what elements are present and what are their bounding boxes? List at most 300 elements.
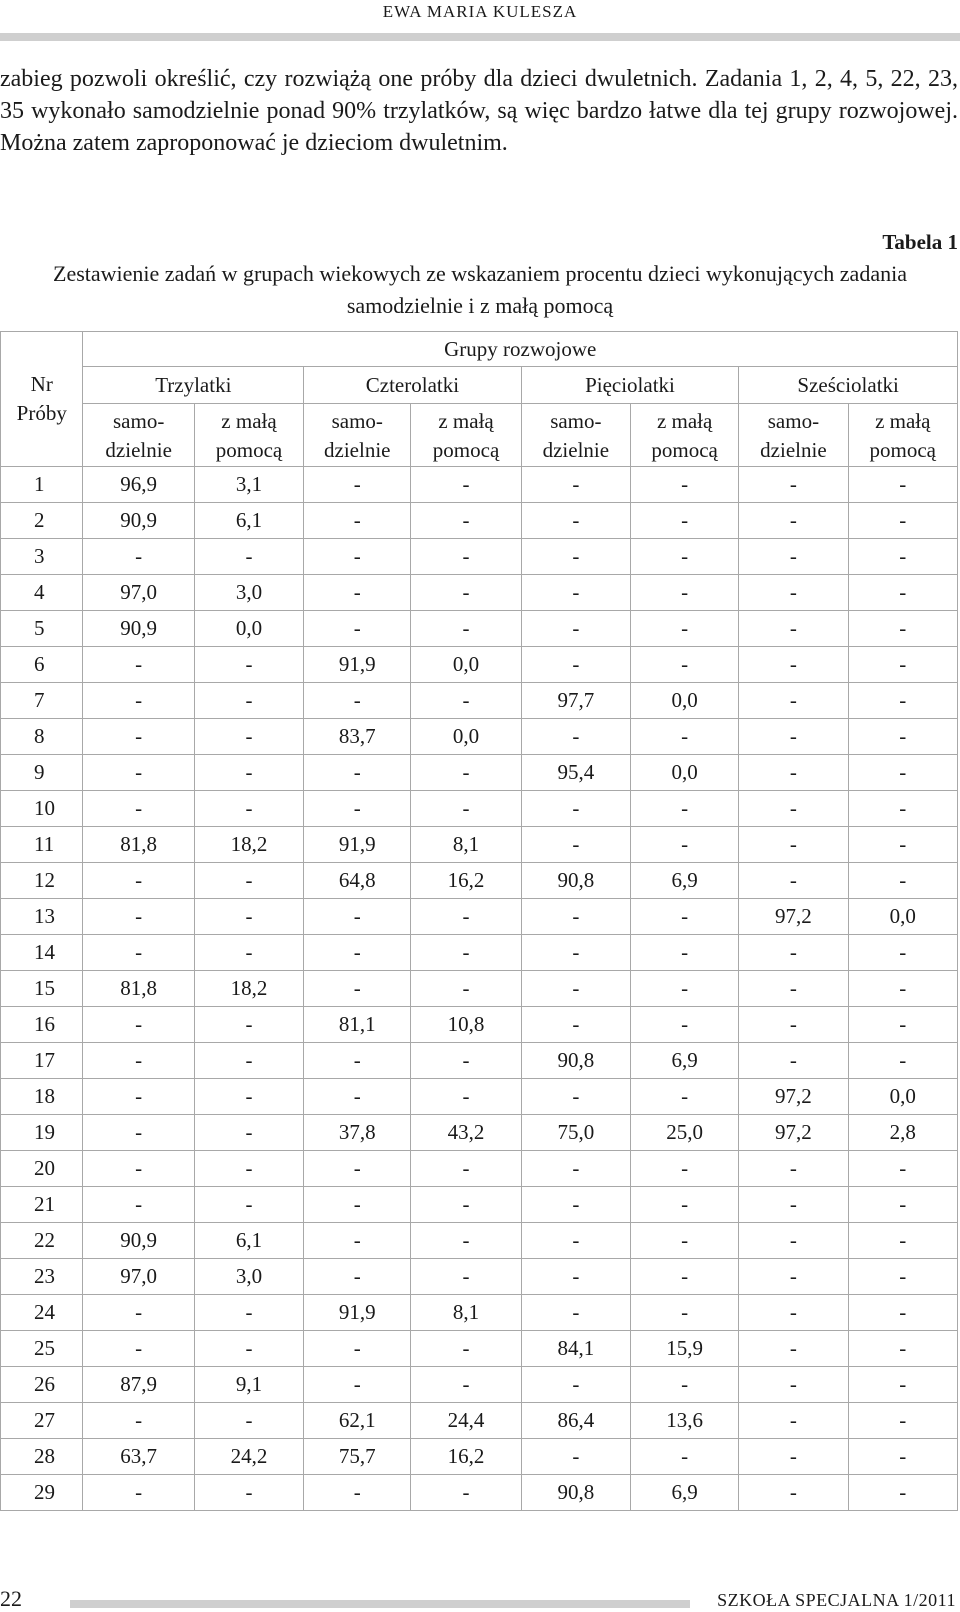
table-row [1,1331,958,1367]
table-cell: 81,8 [83,971,194,1007]
sub-header-6: samo- dzielnie [739,404,848,467]
table-cell: - [521,827,630,863]
table-cell: - [521,899,630,935]
table-cell: 86,4 [521,1403,630,1439]
table-cell: - [304,935,411,971]
table-row [1,827,958,863]
table-cell: - [848,719,957,755]
table-cell: 6,9 [631,1475,739,1511]
table-cell: 83,7 [304,719,411,755]
table-cell: - [194,1475,303,1511]
row-number: 29 [1,1475,83,1511]
table-cell: - [83,755,194,791]
table-cell: - [848,827,957,863]
sub-header-7: z małą pomocą [848,404,957,467]
table-cell: - [411,539,521,575]
table-cell: 81,1 [304,1007,411,1043]
row-number: 3 [1,539,83,575]
table-cell: - [739,683,848,719]
table-cell: 90,9 [83,611,194,647]
table-row [1,935,958,971]
table-cell: - [304,1331,411,1367]
table-cell: - [848,575,957,611]
table-cell: - [83,1007,194,1043]
table-cell: - [631,827,739,863]
table-cell: - [83,1475,194,1511]
table-cell: - [83,1115,194,1151]
table-cell: - [631,611,739,647]
row-number: 20 [1,1151,83,1187]
table-row [1,1259,958,1295]
table-cell: - [739,863,848,899]
table-cell: - [304,611,411,647]
table-cell: - [631,1367,739,1403]
table-cell: 63,7 [83,1439,194,1475]
table-cell: - [521,1007,630,1043]
results-table [0,331,958,1511]
table-cell: - [194,1295,303,1331]
sub-header-0: samo- dzielnie [83,404,194,467]
table-cell: 43,2 [411,1115,521,1151]
table-cell: 96,9 [83,467,194,503]
sub-header-2: samo- dzielnie [304,404,411,467]
table-cell: - [304,467,411,503]
table-row [1,683,958,719]
group-trzylatki: Trzylatki [83,367,304,404]
table-row [1,899,958,935]
table-cell: 90,8 [521,1043,630,1079]
row-number: 11 [1,827,83,863]
table-cell: - [739,575,848,611]
table-cell: - [304,1151,411,1187]
table-cell: - [631,899,739,935]
table-cell: 6,1 [194,1223,303,1259]
table-cell: - [83,683,194,719]
group-pieciolatki: Pięciolatki [521,367,739,404]
table-row [1,1439,958,1475]
table-cell: 97,2 [739,1079,848,1115]
table-cell: 0,0 [848,899,957,935]
table-cell: - [848,1151,957,1187]
table-cell: - [304,539,411,575]
table-cell: - [739,647,848,683]
table-cell: - [194,935,303,971]
table-row [1,647,958,683]
table-cell: - [848,1007,957,1043]
table-cell: - [631,1007,739,1043]
table-cell: - [194,791,303,827]
table-cell: - [521,1367,630,1403]
table-cell: - [411,1043,521,1079]
table-cell: - [631,791,739,827]
table-cell: 16,2 [411,1439,521,1475]
table-cell: - [848,1223,957,1259]
table-cell: - [848,935,957,971]
table-cell: 91,9 [304,1295,411,1331]
page-number: 22 [0,1586,22,1611]
table-cell: 0,0 [631,755,739,791]
table-cell: - [739,1259,848,1295]
table-cell: 18,2 [194,971,303,1007]
table-cell: - [521,611,630,647]
table-cell: - [739,1403,848,1439]
table-cell: - [848,503,957,539]
table-cell: - [521,1151,630,1187]
table-cell: - [411,791,521,827]
table-cell: - [739,827,848,863]
row-number: 27 [1,1403,83,1439]
table-cell: 3,0 [194,575,303,611]
table-cell: - [304,1367,411,1403]
table-cell: - [848,467,957,503]
table-cell: 0,0 [411,647,521,683]
table-row [1,539,958,575]
row-number: 12 [1,863,83,899]
table-cell: 75,0 [521,1115,630,1151]
table-row [1,1043,958,1079]
table-cell: - [739,1367,848,1403]
table-cell: - [739,1331,848,1367]
footer-rule [70,1600,690,1608]
table-row [1,1223,958,1259]
table-cell: - [304,755,411,791]
nr-header: Nr Próby [1,332,83,467]
table-cell: - [521,719,630,755]
sub-header-1: z małą pomocą [194,404,303,467]
table-caption [0,258,960,322]
table-cell: - [411,467,521,503]
table-row [1,719,958,755]
table-cell: 90,8 [521,863,630,899]
table-cell: - [83,539,194,575]
row-number: 15 [1,971,83,1007]
table-cell: 97,7 [521,683,630,719]
table-cell: - [848,1475,957,1511]
table-cell: - [411,1079,521,1115]
table-cell: - [304,971,411,1007]
table-cell: - [194,1151,303,1187]
table-cell: 95,4 [521,755,630,791]
table-cell: - [739,1439,848,1475]
table-cell: 91,9 [304,647,411,683]
table-cell: - [411,1475,521,1511]
table-row [1,467,958,503]
table-cell: - [631,467,739,503]
table-cell: - [194,863,303,899]
table-cell: 24,2 [194,1439,303,1475]
table-cell: - [631,719,739,755]
table-cell: - [411,755,521,791]
table-cell: - [848,971,957,1007]
row-number: 19 [1,1115,83,1151]
table-cell: - [304,899,411,935]
table-cell: - [848,647,957,683]
table-cell: - [411,575,521,611]
table-row [1,1367,958,1403]
table-cell: - [194,1007,303,1043]
table-cell: 91,9 [304,827,411,863]
table-cell: - [83,791,194,827]
table-cell: - [83,899,194,935]
table-cell: - [848,1259,957,1295]
table-cell: 90,9 [83,503,194,539]
row-number: 16 [1,1007,83,1043]
table-cell: - [521,1223,630,1259]
table-cell: - [83,1331,194,1367]
table-cell: - [194,683,303,719]
table-cell: 97,0 [83,575,194,611]
table-row [1,1115,958,1151]
table-cell: - [411,503,521,539]
table-cell: - [521,1079,630,1115]
table-cell: - [848,1403,957,1439]
table-cell: 8,1 [411,827,521,863]
row-number: 13 [1,899,83,935]
table-cell: - [739,503,848,539]
table-cell: - [739,1187,848,1223]
row-number: 28 [1,1439,83,1475]
table-cell: - [521,935,630,971]
table-cell: - [83,1187,194,1223]
table-cell: - [194,1331,303,1367]
table-cell: 87,9 [83,1367,194,1403]
table-cell: - [739,719,848,755]
table-cell: - [521,971,630,1007]
table-cell: - [739,935,848,971]
table-cell: 0,0 [848,1079,957,1115]
table-cell: - [411,683,521,719]
table-row [1,1187,958,1223]
table-cell: 25,0 [631,1115,739,1151]
table-cell: 37,8 [304,1115,411,1151]
table-cell: - [521,503,630,539]
table-cell: - [411,1223,521,1259]
table-cell: - [194,647,303,683]
table-cell: 6,9 [631,863,739,899]
table-cell: - [848,1367,957,1403]
table-cell: 81,8 [83,827,194,863]
table-cell: - [739,1475,848,1511]
table-cell: - [848,611,957,647]
table-cell: - [521,1295,630,1331]
table-cell: - [83,647,194,683]
table-cell: - [848,1331,957,1367]
table-cell: 15,9 [631,1331,739,1367]
table-cell: - [411,971,521,1007]
table-cell: - [631,503,739,539]
table-cell: 97,2 [739,1115,848,1151]
row-number: 23 [1,1259,83,1295]
table-cell: - [848,863,957,899]
row-number: 6 [1,647,83,683]
table-cell: - [739,1043,848,1079]
table-cell: - [411,1259,521,1295]
table-cell: 64,8 [304,863,411,899]
table-cell: - [83,1403,194,1439]
row-number: 24 [1,1295,83,1331]
table-cell: 8,1 [411,1295,521,1331]
group-header: Grupy rozwojowe [83,332,958,367]
table-cell: - [411,899,521,935]
table-cell: - [194,1043,303,1079]
table-cell: - [848,539,957,575]
table-cell: - [194,719,303,755]
row-number: 8 [1,719,83,755]
table-cell: - [194,539,303,575]
table-cell: - [521,1439,630,1475]
table-cell: - [521,1187,630,1223]
table-cell: - [304,791,411,827]
table-cell: 97,0 [83,1259,194,1295]
row-number: 1 [1,467,83,503]
table-cell: 97,2 [739,899,848,935]
row-number: 5 [1,611,83,647]
table-row [1,1403,958,1439]
table-cell: - [739,1151,848,1187]
sub-header-3: z małą pomocą [411,404,521,467]
table-cell: - [739,1295,848,1331]
row-number: 17 [1,1043,83,1079]
table-cell: 2,8 [848,1115,957,1151]
row-number: 10 [1,791,83,827]
table-cell: 75,7 [304,1439,411,1475]
table-cell: 10,8 [411,1007,521,1043]
table-cell: - [521,1259,630,1295]
table-cell: - [411,1151,521,1187]
table-row [1,1475,958,1511]
table-cell: - [304,1043,411,1079]
table-cell: - [411,611,521,647]
table-cell: - [194,899,303,935]
table-cell: - [631,1079,739,1115]
row-number: 26 [1,1367,83,1403]
table-cell: - [83,1295,194,1331]
table-cell: - [631,539,739,575]
table-cell: - [739,1223,848,1259]
table-cell: - [521,647,630,683]
table-cell: - [83,1151,194,1187]
table-cell: - [739,611,848,647]
row-number: 9 [1,755,83,791]
table-row [1,1079,958,1115]
table-row [1,755,958,791]
table-row [1,971,958,1007]
table-cell: - [631,971,739,1007]
table-cell: 24,4 [411,1403,521,1439]
table-cell: - [411,935,521,971]
table-cell: - [411,1331,521,1367]
table-cell: 3,1 [194,467,303,503]
table-cell: - [304,683,411,719]
table-cell: - [304,1259,411,1295]
table-cell: - [739,791,848,827]
table-cell: 90,9 [83,1223,194,1259]
table-cell: - [848,755,957,791]
table-cell: - [521,467,630,503]
table-row [1,611,958,647]
table-cell: - [83,1043,194,1079]
table-cell: - [631,1223,739,1259]
table-cell: - [83,863,194,899]
table-cell: - [848,1187,957,1223]
table-cell: - [194,755,303,791]
table-cell: 3,0 [194,1259,303,1295]
table-cell: 0,0 [631,683,739,719]
table-cell: - [411,1367,521,1403]
row-number: 7 [1,683,83,719]
table-cell: - [83,1079,194,1115]
row-number: 4 [1,575,83,611]
table-row [1,1007,958,1043]
table-label: Tabela 1 [882,230,958,254]
caption-text: Zestawienie zadań w grupach wiekowych ze wskazaniem procentu dzieci wykonujących zadania samodzielnie i z małą pomocą [53,261,907,318]
table-cell: - [304,1187,411,1223]
table-cell: - [739,755,848,791]
table-cell: - [521,539,630,575]
row-number: 18 [1,1079,83,1115]
table-cell: - [739,467,848,503]
table-cell: - [848,1043,957,1079]
table-cell: - [631,647,739,683]
table-cell: - [304,1475,411,1511]
table-cell: - [521,575,630,611]
table-cell: - [848,683,957,719]
row-number: 25 [1,1331,83,1367]
running-head: EWA MARIA KULESZA [382,2,578,21]
table-cell: - [631,1439,739,1475]
table-cell: - [194,1115,303,1151]
table-cell: 9,1 [194,1367,303,1403]
table-cell: - [848,1295,957,1331]
table-cell: - [739,1007,848,1043]
table-cell: - [631,575,739,611]
table-cell: 13,6 [631,1403,739,1439]
table-cell: 16,2 [411,863,521,899]
table-cell: - [739,539,848,575]
table-cell: - [411,1187,521,1223]
table-cell: 90,8 [521,1475,630,1511]
table-row [1,863,958,899]
table-cell: 0,0 [411,719,521,755]
sub-header-4: samo- dzielnie [521,404,630,467]
table-cell: 84,1 [521,1331,630,1367]
table-cell: - [194,1079,303,1115]
table-cell: - [83,935,194,971]
table-cell: - [739,971,848,1007]
table-cell: - [848,791,957,827]
table-row [1,791,958,827]
table-row [1,1151,958,1187]
table-row [1,503,958,539]
table-cell: 18,2 [194,827,303,863]
table-cell: 0,0 [194,611,303,647]
table-cell: 6,9 [631,1043,739,1079]
table-cell: - [631,1187,739,1223]
table-cell: - [83,719,194,755]
row-number: 21 [1,1187,83,1223]
row-number: 2 [1,503,83,539]
table-cell: - [631,1259,739,1295]
table-cell: - [194,1187,303,1223]
table-cell: - [304,1079,411,1115]
group-szesciolatki: Sześciolatki [739,367,958,404]
table-cell: - [631,1151,739,1187]
row-number: 22 [1,1223,83,1259]
table-row [1,1295,958,1331]
table-cell: - [304,503,411,539]
body-paragraph: zabieg pozwoli określić, czy rozwiążą one próby dla dzieci dwuletnich. Zadania 1, 2, 4, 5, 22, 23, 35 wykonało samodzielnie ponad 90% trzylatków, są więc bardzo łatwe dla tej grupy rozwojowej. Można zatem zaproponować je dzieciom dwuletnim. [0,66,958,156]
table-cell: - [631,935,739,971]
